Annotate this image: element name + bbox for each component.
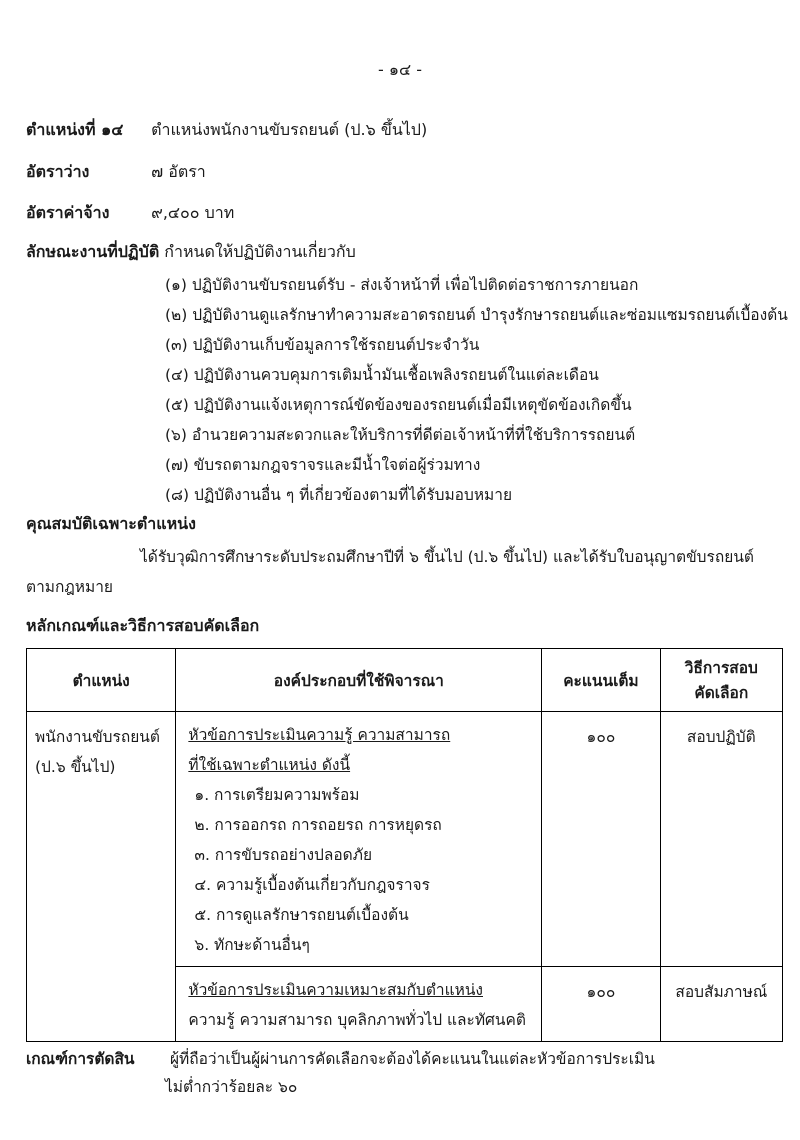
list-item: ๖. ทักษะด้านอื่นๆ bbox=[194, 936, 310, 954]
criteria-line-1: ผู้ที่ถือว่าเป็นผู้ผ่านการคัดเลือกจะต้องได้คะแนนในแต่ละหัวข้อการประเมิน bbox=[169, 1050, 655, 1068]
position-value: ตำแหน่งพนักงานขับรถยนต์ (ป.๖ ขึ้นไป) bbox=[151, 120, 428, 139]
duty-item: (๗) ขับรถตามกฎจราจรและมีน้ำใจต่อผู้ร่วมทาง bbox=[165, 456, 481, 474]
duty-item: (๖) อำนวยความสะดวกและให้บริการที่ดีต่อเจ้าหน้าที่ที่ใช้บริการรถยนต์ bbox=[165, 426, 636, 444]
header-score: คะแนนเต็ม bbox=[542, 649, 660, 712]
position-label: ตำแหน่งที่ ๑๔ bbox=[26, 120, 124, 139]
list-item: ๔. ความรู้เบื้องต้นเกี่ยวกับกฎจราจร bbox=[194, 876, 430, 894]
header-components: องค์ประกอบที่ใช้พิจารณา bbox=[176, 649, 542, 712]
salary-label: อัตราค่าจ้าง bbox=[26, 203, 110, 222]
vacancies-label: อัตราว่าง bbox=[26, 162, 90, 181]
header-method: วิธีการสอบ คัดเลือก bbox=[660, 649, 782, 712]
duties-field bbox=[26, 240, 356, 265]
qualifications-heading: คุณสมบัติเฉพาะตำแหน่ง bbox=[26, 514, 196, 533]
table-row bbox=[27, 712, 783, 967]
list-item: ๕. การดูแลรักษารถยนต์เบื้องต้น bbox=[194, 906, 409, 924]
qualifications-line-2: ตามกฎหมาย bbox=[26, 578, 113, 596]
qualifications-line-1: ได้รับวุฒิการศึกษาระดับประถมศึกษาปีที่ ๖ ขึ้นไป (ป.๖ ขึ้นไป) และได้รับใบอนุญาตขับรถยนต์ bbox=[140, 548, 754, 566]
duty-item: (๔) ปฏิบัติงานควบคุมการเติมน้ำมันเชื้อเพลิงรถยนต์ในแต่ละเดือน bbox=[165, 366, 599, 384]
duty-item: (๕) ปฏิบัติงานแจ้งเหตุการณ์ขัดข้องของรถยนต์เมื่อมีเหตุขัดข้องเกิดขึ้น bbox=[165, 396, 632, 414]
list-item: ๒. การออกรถ การถอยรถ การหยุดรถ bbox=[194, 816, 442, 834]
criteria bbox=[26, 1046, 655, 1071]
criteria-label: เกณฑ์การตัดสิน bbox=[26, 1050, 135, 1068]
selection-table bbox=[26, 648, 783, 1042]
page-number: - ๑๔ - bbox=[378, 60, 422, 79]
knowledge-title-2: ที่ใช้เฉพาะตำแหน่ง ดังนี้ bbox=[188, 756, 351, 774]
selection-heading: หลักเกณฑ์และวิธีการสอบคัดเลือก bbox=[26, 616, 260, 635]
score-cell: ๑๐๐ bbox=[542, 967, 660, 1042]
duty-item: (๓) ปฏิบัติงานเก็บข้อมูลการใช้รถยนต์ประจำวัน bbox=[165, 336, 480, 354]
list-item: ๑. การเตรียมความพร้อม bbox=[194, 786, 360, 804]
criteria-line-2: ไม่ต่ำกว่าร้อยละ ๖๐ bbox=[165, 1078, 298, 1096]
salary-field bbox=[26, 201, 234, 226]
method-cell: สอบปฏิบัติ bbox=[660, 712, 782, 967]
duties-label: ลักษณะงานที่ปฏิบัติ bbox=[26, 242, 160, 261]
duty-item: (๑) ปฏิบัติงานขับรถยนต์รับ - ส่งเจ้าหน้าที่ เพื่อไปติดต่อราชการภายนอก bbox=[165, 276, 639, 294]
score-cell: ๑๐๐ bbox=[542, 712, 660, 967]
method-cell: สอบสัมภาษณ์ bbox=[660, 967, 782, 1042]
position-cell: พนักงานขับรถยนต์ (ป.๖ ขึ้นไป) bbox=[27, 712, 176, 1042]
knowledge-title: หัวข้อการประเมินความรู้ ความสามารถ bbox=[188, 726, 451, 744]
table-header-row bbox=[27, 649, 783, 712]
salary-value: ๙,๔๐๐ บาท bbox=[151, 203, 235, 222]
suitability-desc: ความรู้ ความสามารถ บุคลิกภาพทั่วไป และทัศนคติ bbox=[188, 1011, 526, 1029]
components-cell bbox=[176, 967, 542, 1042]
header-position: ตำแหน่ง bbox=[27, 649, 176, 712]
components-cell bbox=[176, 712, 542, 967]
duties-intro: กำหนดให้ปฏิบัติงานเกี่ยวกับ bbox=[164, 242, 356, 261]
vacancies-field bbox=[26, 160, 206, 185]
duties-list bbox=[165, 270, 788, 510]
vacancies-value: ๗ อัตรา bbox=[151, 162, 206, 181]
duty-item: (๒) ปฏิบัติงานดูแลรักษาทำความสะอาดรถยนต์ บำรุงรักษารถยนต์และซ่อมแซมรถยนต์เบื้องต้น bbox=[165, 306, 788, 324]
duty-item: (๘) ปฏิบัติงานอื่น ๆ ที่เกี่ยวข้องตามที่ได้รับมอบหมาย bbox=[165, 486, 513, 504]
list-item: ๓. การขับรถอย่างปลอดภัย bbox=[194, 846, 373, 864]
suitability-title: หัวข้อการประเมินความเหมาะสมกับตำแหน่ง bbox=[188, 981, 483, 999]
knowledge-items bbox=[188, 780, 535, 960]
position-field bbox=[26, 118, 427, 143]
